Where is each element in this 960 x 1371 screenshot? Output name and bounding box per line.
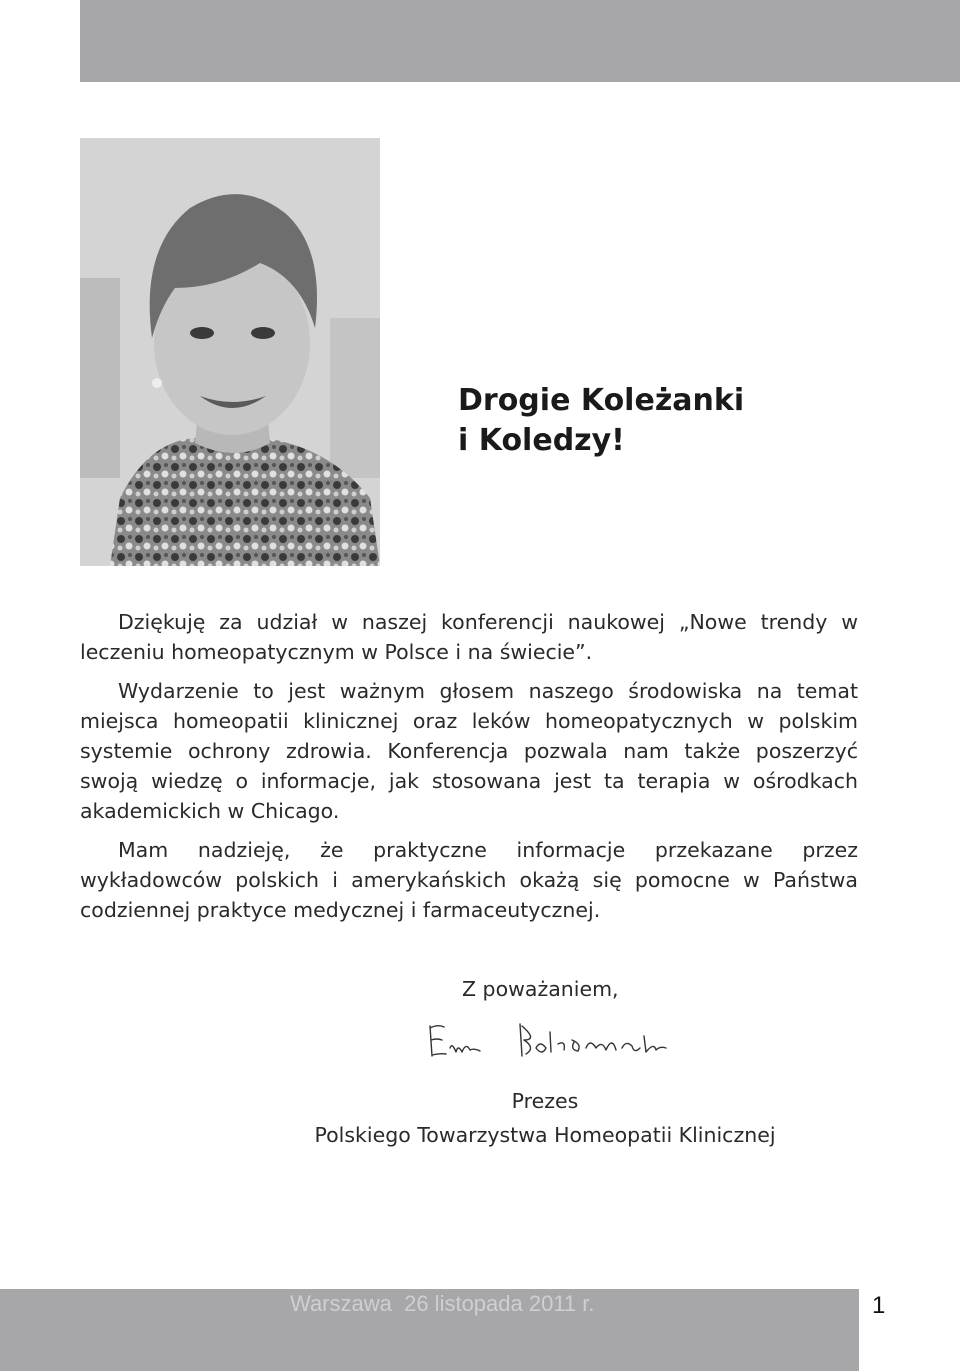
handwritten-signature [420, 1018, 670, 1066]
greeting-line-2: i Koledzy! [458, 423, 625, 458]
paragraph: Mam nadzieję, że praktyczne informacje przekazane przez wykładowców polskich i amerykańskich okażą się pomocne w Państwa codziennej praktyce medycznej i farmaceutycznej. [80, 838, 858, 922]
footer-date: Warszawa 26 listopada 2011 r. [290, 1291, 595, 1316]
portrait-photo [80, 138, 380, 566]
paragraph: Dziękuję za udział w naszej konferencji naukowej „Nowe trendy w leczeniu homeopatycznym w Polsce i na świecie”. [80, 610, 858, 664]
signatory-role [300, 1084, 790, 1152]
greeting-heading [458, 381, 878, 461]
organization-name: Polskiego Towarzystwa Homeopatii Klinicznej [314, 1123, 776, 1147]
greeting-line-1: Drogie Koleżanki [458, 383, 745, 418]
role-title: Prezes [511, 1089, 579, 1113]
portrait-illustration [80, 138, 380, 566]
page-number: 1 [872, 1292, 886, 1319]
header-band [80, 0, 960, 82]
paragraph: Wydarzenie to jest ważnym głosem naszego środowiska na temat miejsca homeopatii klinicznej oraz leków homeopatycznych w polskim systemie ochrony zdrowia. Konferencja pozwala nam także poszerzyć swoją wiedzę o informacje, jak stosowana jest ta terapia w ośrodkach akademickich w Chicago. [80, 679, 858, 823]
letter-body [80, 607, 858, 934]
signature-icon [420, 1018, 670, 1066]
closing-salutation: Z poważaniem, [462, 977, 619, 1001]
